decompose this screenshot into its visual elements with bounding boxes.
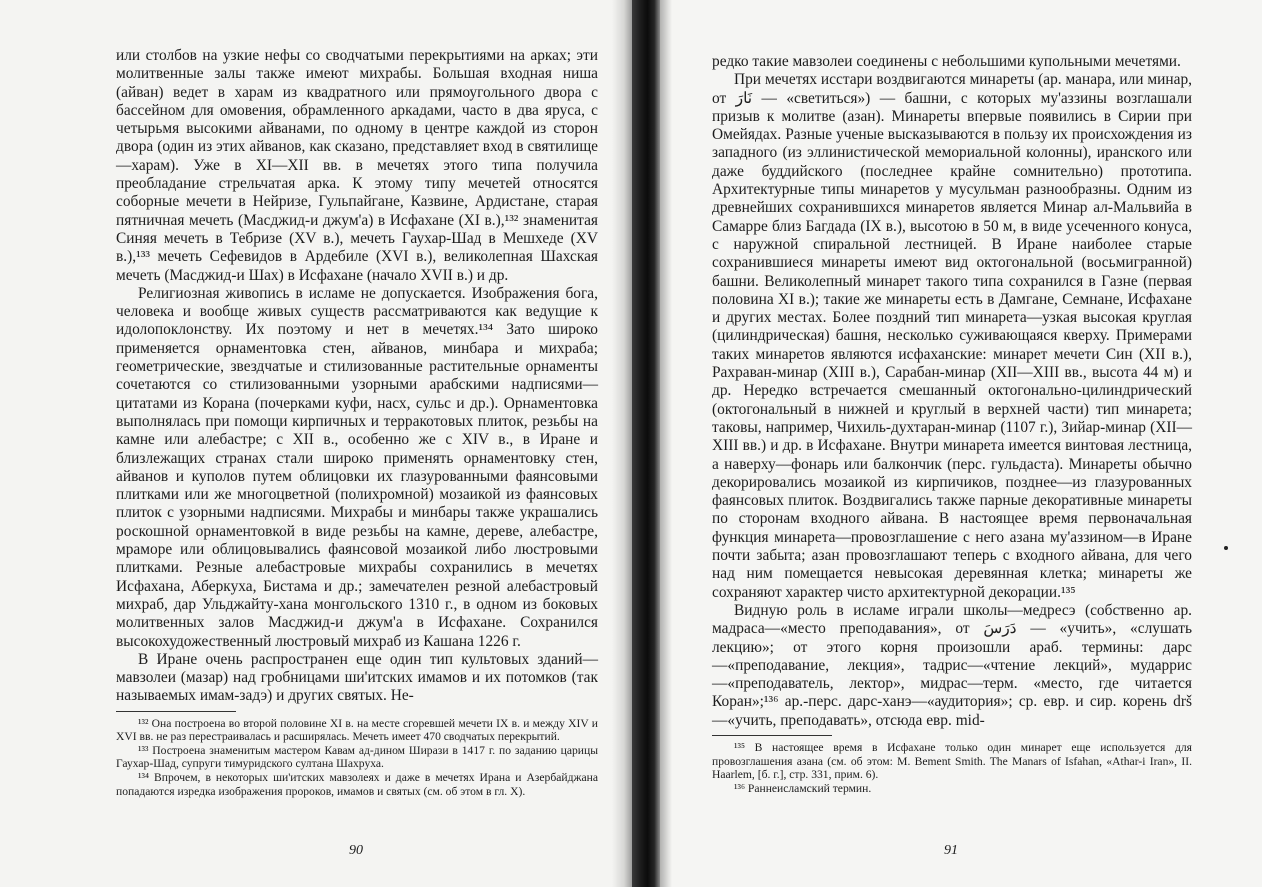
footnote: ¹³⁵ В настоящее время в Исфахане только один минарет еще используется для провозглашения азана (см. об этом: M. Bement Smith. The Manars of Isfahan, «Athar-i Iran», II. Haarlem, [б. г.], стр. 331, прим. 6). xyxy=(712,740,1192,782)
scan-speck xyxy=(1224,546,1228,550)
footnote: ¹³⁴ Впрочем, в некоторых ши'итских мавзолеях и даже в мечетях Ирана и Азербайджана попадаются изредка изображения пророков, имамов и святых (см. об этом в гл. X). xyxy=(116,771,598,798)
footnote: ¹³² Она построена во второй половине XI в. на месте сгоревшей мечети IX в. и между XIV и XVI вв. не раз перестраивалась и расширялась. Мечеть имеет 470 сводчатых перекрытий. xyxy=(116,716,598,744)
footnote: ¹³⁶ Раннеисламский термин. xyxy=(734,781,872,795)
book-gutter xyxy=(632,0,660,887)
paragraph: При мечетях исстари воздвигаются минареты (ар. манара, или минар, от نَارَ — «светиться») — башни, с которых му'аззины возглашали призыв к молитве (азан). Минареты впервые появились в Сирии при Омейядах. Разные ученые высказываются в пользу их происхождения из западного (из эллинистической мемориальной колонны), иранского или даже буддийского (последнее крайне сомнительно) прототипа. Архитектурные типы минаретов у мусульман разнообразны. Одним из древнейших сохранившихся минаретов является Минар ал-Мальвийа в Самарре близ Багдада (IX в.), высотою в 50 м, в виде усеченного конуса, с наружной спиральной лестницей. В Иране наиболее старые сохранившиеся минареты имеют вид октогональной (восьмигранной) башни. Великолепный минарет такого типа сохранился в Газне (первая половина XI в.); такие же минареты есть в Дамгане, Семнане, Исфахане и других местах. Более поздний тип минарета—узкая высокая круглая (цилиндрическая) башня, несколько суживающаяся кверху. Примерами таких минаретов являются исфаханские: минарет мечети Син (XII в.), Рахраван-минар (XIII в.), Сарабан-минар (XII—XIII вв., высота 44 м) и др. Нередко встречается смешанный октогонально-цилиндрический (октогональный в нижней и круглый в верхней части) тип минарета; таковы, например, Чихиль-духтаран-минар (1107 г.), Зийар-минар (XII—XIII вв.) и др. в Исфахане. Внутри минарета имеется винтовая лестница, а наверху—фонарь или балкончик (перс. гульдаста). Минареты обычно декорировались мозаикой из кирпичиков, позднее—из глазурованных фаянсовых плиток. Воздвигались также парные декоративные минареты по сторонам входного айвана. В настоящее время первоначальная функция минарета—провозглашение с него азана му'аззином—в Иране почти забыта; азан провозглашают теперь с входного айвана, для чего над ним помещается невысокая деревянная клетка; минареты же сохраняют характер чисто архитектурной декорации.¹³⁵ xyxy=(712,71,1192,601)
paragraph: редко такие мавзолеи соединены с небольшими купольными мечетями. xyxy=(712,53,1181,70)
paragraph: Видную роль в исламе играли школы—медресэ (собственно ар. мадраса—«место преподавания», от دَرَسَ — «учить», «слушать лекцию»; от этого корня произошли араб. термины: дарс—«преподавание, лекция», тадрис—«чтение лекций», мударрис—«преподаватель, лектор», мидрас—терм. «место, где читается Коран»;¹³⁶ ар.-перс. дарс-ханэ—«аудитория»; ср. евр. и сир. корень drš—«учить, преподавать», отсюда евр. mid- xyxy=(712,601,1192,729)
gutter-shadow xyxy=(612,0,632,887)
footnote: ¹³³ Построена знаменитым мастером Кавам ад-дином Ширази в 1417 г. по заданию царицы Гаухар-Шад, супруги тимуридского султана Шахруха. xyxy=(116,743,598,771)
footnote-divider xyxy=(116,711,236,712)
right-page xyxy=(660,0,1262,887)
paragraph: В Иране очень распространен еще один тип культовых зданий—мавзолеи (мазар) над гробницами ши'итских имамов и их потомков (так называемых имам-задэ) и других святых. Не- xyxy=(116,650,598,705)
page-number: 91 xyxy=(944,843,958,858)
page-number: 90 xyxy=(349,843,363,858)
paragraph: или столбов на узкие нефы со сводчатыми перекрытиями на арках; эти молитвенные залы также имеют михрабы. Большая входная ниша (айван) ведет в харам из квадратного или прямоугольного двора с бассейном для омовения, обрамленного аркадами, часто в два яруса, с четырьмя высокими айванами, по одному в центре каждой из сторон двора (один из этих айванов, как сказано, представляет вход в святилище—харам). Уже в XI—XII вв. в мечетях этого типа получила преобладание стрельчатая арка. К этому типу мечетей относятся соборные мечети в Нейризе, Гульпайгане, Казвине, Ардистане, старая пятничная мечеть (Масджид-и джум'а) в Исфахане (XI в.),¹³² знаменитая Синяя мечеть в Тебризе (XV в.), мечеть Гаухар-Шад в Мешхеде (XV в.),¹³³ мечеть Сефевидов в Ардебиле (XVI в.), великолепная Шахская мечеть (Масджид-и Шах) в Исфахане (начало XVII в.) и др. xyxy=(116,47,598,284)
footnote-divider xyxy=(712,735,832,736)
gutter-shadow xyxy=(660,0,672,887)
left-text-column xyxy=(116,47,598,798)
paragraph: Религиозная живопись в исламе не допускается. Изображения бога, человека и вообще живых существ рассматриваются как ведущие к идолопоклонству. Их поэтому и нет в мечетях.¹³⁴ Зато широко применяется орнаментовка стен, айванов, минбара и михраба; геометрические, звездчатые и стилизованные растительные орнаменты сочетаются со стилизованными узорными арабскими надписями—цитатами из Корана (почерками куфи, насх, сульс и др.). Орнаментовка выполнялась при помощи кирпичных и терракотовых плиток, резьбы на камне или алебастре; с XII в., особенно же с XIV в., в Иране и близлежащих странах стали широко применять орнаментовку стен, айванов и куполов путем облицовки их глазурованными фаянсовыми плитками или же многоцветной (полихромной) мозаикой из фаянсовых плиток с узорными надписями. Михрабы и минбары также украшались роскошной орнаментовкой в виде резьбы на камне, дереве, алебастре, мраморе или облицовывались фаянсовой мозаикой либо люстровыми плитками. Резные алебастровые михрабы сохранились в мечетях Исфахана, Аберкуха, Бистама и др.; замечателен резной алебастровый михраб, дар Ульджайту-хана монгольского 1310 г., в одном из боковых молитвенных залов Масджид-и джум'а в Исфахане. Сохранился высокохудожественный люстровый михраб из Кашана 1226 г. xyxy=(116,284,598,650)
right-text-column xyxy=(712,53,1192,795)
